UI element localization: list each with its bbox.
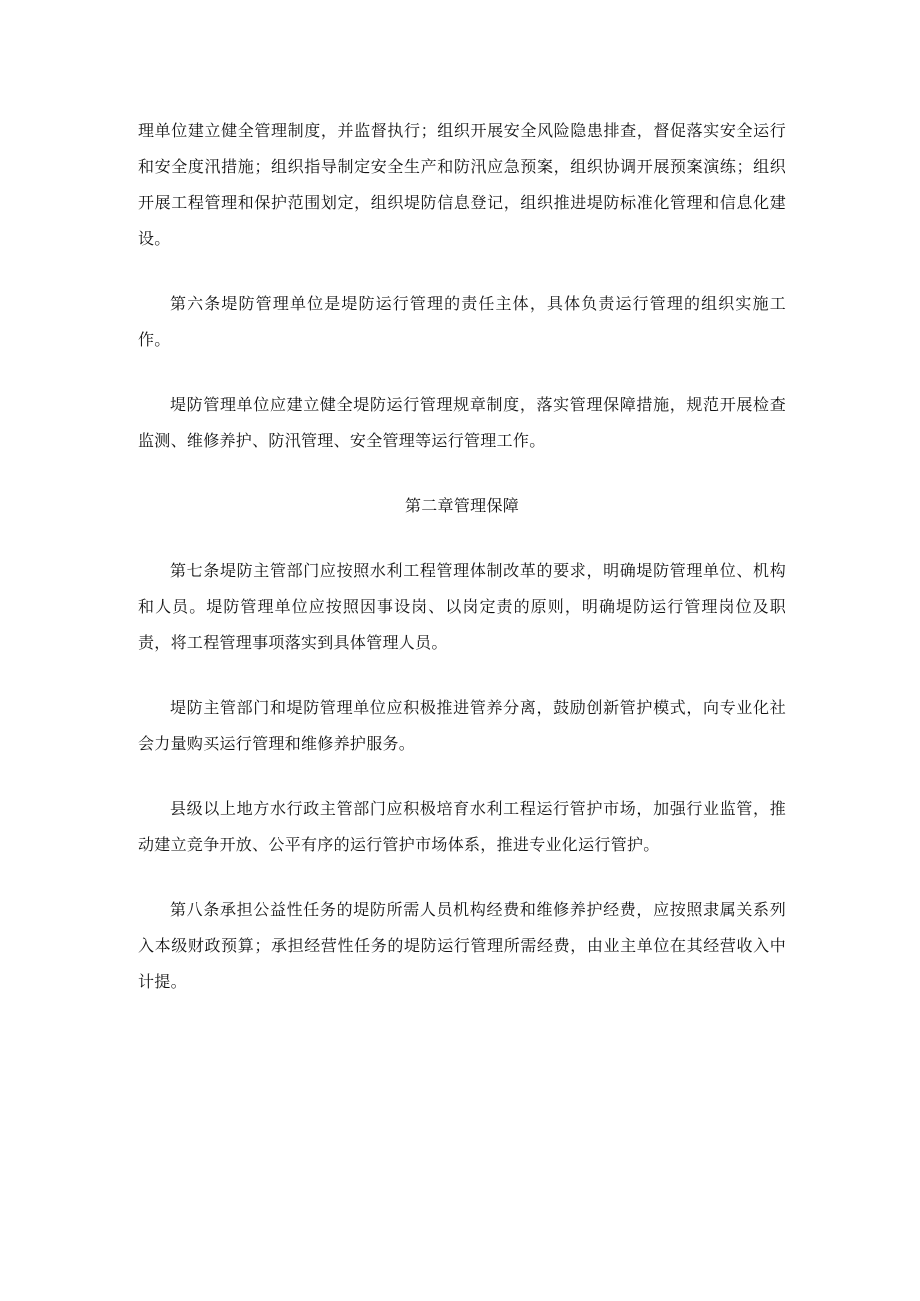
paragraph-article-6: 第六条堤防管理单位是堤防运行管理的责任主体，具体负责运行管理的组织实施工作。	[138, 294, 786, 349]
paragraph-article-7-outsourcing: 堤防主管部门和堤防管理单位应积极推进管养分离，鼓励创新管护模式，向专业化社会力量购买运行管理和维修养护服务。	[138, 698, 786, 753]
paragraph-article-7-market: 县级以上地方水行政主管部门应积极培育水利工程运行管护市场，加强行业监管，推动建立竞争开放、公平有序的运行管护市场体系，推进专业化运行管护。	[138, 799, 786, 854]
paragraph-article-6-detail: 堤防管理单位应建立健全堤防运行管理规章制度，落实管理保障措施，规范开展检查监测、维修养护、防汛管理、安全管理等运行管理工作。	[138, 395, 786, 450]
document-body	[138, 113, 786, 1029]
paragraph-continuation: 理单位建立健全管理制度，并监督执行；组织开展安全风险隐患排查，督促落实安全运行和安全度汛措施；组织指导制定安全生产和防汛应急预案，组织协调开展预案演练；组织开展工程管理和保护范围划定，组织堤防信息登记，组织推进堤防标准化管理和信息化建设。	[138, 121, 786, 248]
paragraph-article-8: 第八条承担公益性任务的堤防所需人员机构经费和维修养护经费，应按照隶属关系列入本级财政预算；承担经营性任务的堤防运行管理所需经费，由业主单位在其经营收入中计提。	[138, 900, 786, 991]
paragraph-article-7: 第七条堤防主管部门应按照水利工程管理体制改革的要求，明确堤防管理单位、机构和人员。堤防管理单位应按照因事设岗、以岗定责的原则，明确堤防运行管理岗位及职责，将工程管理事项落实到具体管理人员。	[138, 561, 786, 652]
chapter-heading: 第二章管理保障	[404, 496, 520, 515]
